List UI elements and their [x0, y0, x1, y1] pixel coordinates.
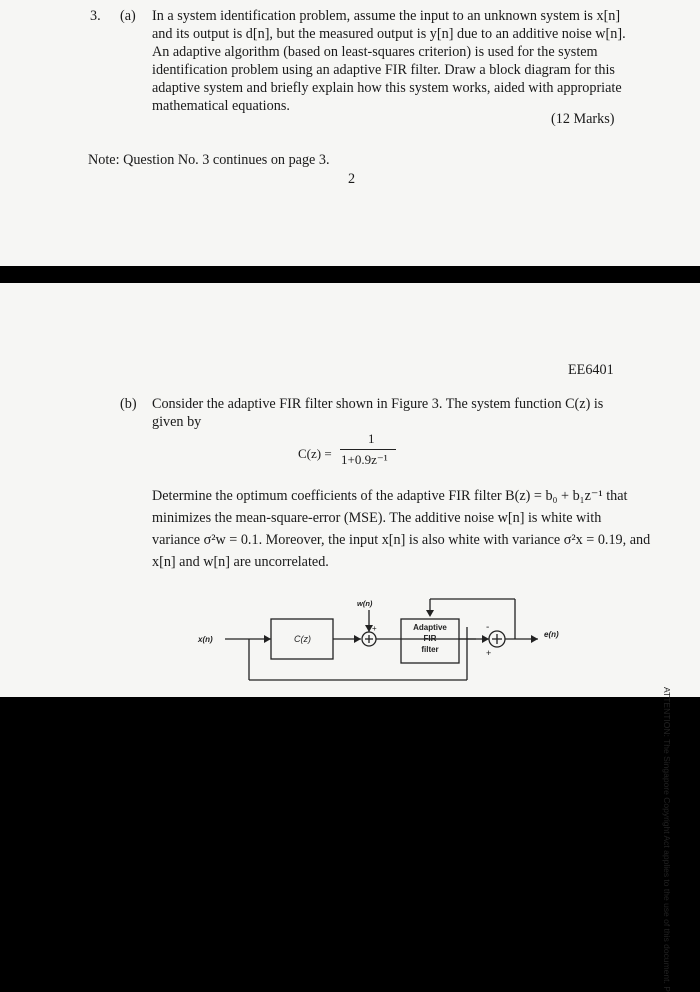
error-label: e(n)	[544, 630, 559, 639]
sum2-plus-label: +	[486, 648, 492, 658]
copyright-sidebar: ATTENTION: The Singapore Copyright Act applies to the use of this document. P	[662, 687, 672, 992]
part-a-line: and its output is d[n], but the measured output is y[n] due to an additive noise w[n].	[152, 26, 626, 42]
arrow-into-sum2-left	[482, 635, 489, 643]
arrow-feedback	[426, 610, 434, 617]
input-label: x(n)	[198, 635, 213, 644]
part-a-label: (a)	[120, 8, 136, 24]
course-code: EE6401	[568, 362, 614, 378]
part-a-line: identification problem using an adaptive FIR filter. Draw a block diagram for this	[152, 62, 615, 78]
part-a-line: mathematical equations.	[152, 98, 290, 114]
sum1-sign-label: +	[372, 624, 377, 633]
part-a-line: In a system identification problem, assume the input to an unknown system is x[n]	[152, 8, 621, 24]
exam-page-top	[0, 0, 700, 266]
part-b-body-line: x[n] and w[n] are uncorrelated.	[152, 554, 329, 570]
question-number: 3.	[90, 8, 101, 24]
adaptive-label-3: filter	[421, 645, 439, 654]
part-b-label: (b)	[120, 396, 137, 412]
continuation-note: Note: Question No. 3 continues on page 3.	[88, 152, 330, 168]
part-b-body-line: minimizes the mean-square-error (MSE). The additive noise w[n] is white with	[152, 510, 602, 526]
equation-denominator: 1+0.9z⁻¹	[341, 452, 388, 467]
exam-page-bottom	[0, 283, 700, 992]
adaptive-label-1: Adaptive	[413, 623, 447, 632]
adaptive-filter-diagram	[0, 283, 700, 697]
sum2-minus-label: -	[486, 622, 490, 633]
arrow-into-c	[264, 635, 271, 643]
system-block-label: C(z)	[294, 634, 311, 644]
arrow-error-out	[531, 635, 538, 643]
marks: (12 Marks)	[551, 111, 615, 127]
part-a-line: adaptive system and briefly explain how this system works, aided with appropriate	[152, 80, 622, 96]
part-b-intro-line: Consider the adaptive FIR filter shown in Figure 3. The system function C(z) is	[152, 396, 604, 412]
equation-numerator: 1	[368, 431, 375, 446]
part-a-text	[152, 7, 626, 115]
part-b-intro-line: given by	[152, 414, 202, 430]
part-b-body-line: variance σ²w = 0.1. Moreover, the input x[n] is also white with variance σ²x = 0.19, and	[152, 532, 651, 548]
adaptive-label-2: FIR	[423, 634, 437, 643]
part-b-body-line: Determine the optimum coefficients of the adaptive FIR filter B(z) = b₀ + b₁z⁻¹ that	[152, 488, 628, 504]
part-a-line: An adaptive algorithm (based on least-squares criterion) is used for the system	[152, 44, 598, 60]
noise-label: w(n)	[357, 599, 373, 608]
equation-lhs: C(z) =	[298, 446, 332, 461]
page-number: 2	[348, 171, 356, 187]
arrow-into-sum1	[354, 635, 361, 643]
